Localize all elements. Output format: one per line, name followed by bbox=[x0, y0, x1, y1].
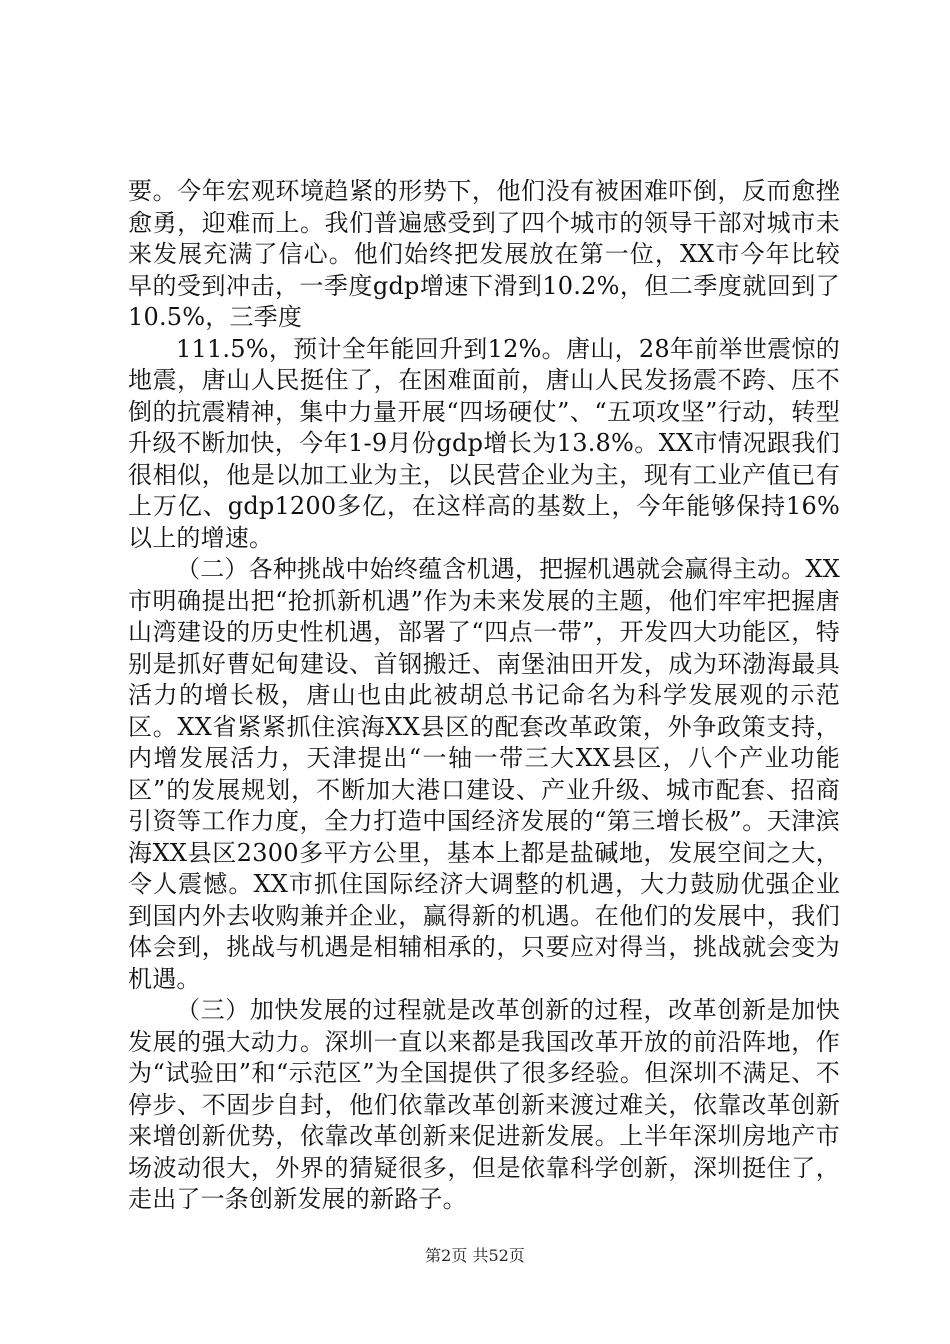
paragraph-section-two: （二）各种挑战中始终蕴含机遇，把握机遇就会赢得主动。XX市明确提出把“抢抓新机遇”作为未来发展的主题，他们牢牢把握唐山湾建设的历史性机遇，部署了“四点一带”，开发四大功能区，特别是抓好曹妃甸建设、首钢搬迁、南堡油田开发，成为环渤海最具活力的增长极，唐山也由此被胡总书记命名为科学发展观的示范区。XX省紧紧抓住滨海XX县区的配套改革政策，外争政策支持，内增发展活力，天津提出“一轴一带三大XX县区，八个产业功能区”的发展规划，不断加大港口建设、产业升级、城市配套、招商引资等工作力度，全力打造中国经济发展的“第三增长极”。天津滨海XX县区2300多平方公里，基本上都是盐碱地，发展空间之大，令人震憾。XX市抓住国际经济大调整的机遇，大力鼓励优强企业到国内外去收购兼并企业，赢得新的机遇。在他们的发展中，我们体会到，挑战与机遇是相辅相承的，只要应对得当，挑战就会变为机遇。 bbox=[128, 555, 840, 993]
document-body bbox=[128, 176, 840, 1216]
paragraph-growth-figures: 111.5%，预计全年能回升到12%。唐山，28年前举世震惊的地震，唐山人民挺住了，在困难面前，唐山人民发扬震不跨、压不倒的抗震精神，集中力量开展“四场硬仗”、“五项攻坚”行动，转型升级不断加快，今年1-9月份gdp增长为13.8%。XX市情况跟我们很相似，他是以加工业为主，以民营企业为主，现有工业产值已有上万亿、gdp1200多亿，在这样高的基数上，今年能够保持16%以上的增速。 bbox=[128, 334, 840, 552]
paragraph-continued: 要。今年宏观环境趋紧的形势下，他们没有被困难吓倒，反而愈挫愈勇，迎难而上。我们普遍感受到了四个城市的领导干部对城市未来发展充满了信心。他们始终把发展放在第一位，XX市今年比较早的受到冲击，一季度gdp增速下滑到10.2%，但二季度就回到了10.5%，三季度 bbox=[128, 177, 840, 331]
paragraph-section-three: （三）加快发展的过程就是改革创新的过程，改革创新是加快发展的强大动力。深圳一直以来都是我国改革开放的前沿阵地，作为“试验田”和“示范区”为全国提供了很多经验。但深圳不满足、不停步、不固步自封，他们依靠改革创新来渡过难关，依靠改革创新来增创新优势，依靠改革创新来促进新发展。上半年深圳房地产市场波动很大，外界的猜疑很多，但是依靠科学创新，深圳挺住了，走出了一条创新发展的新路子。 bbox=[128, 996, 840, 1213]
page-number-footer: 第2页 共52页 bbox=[425, 1246, 525, 1265]
